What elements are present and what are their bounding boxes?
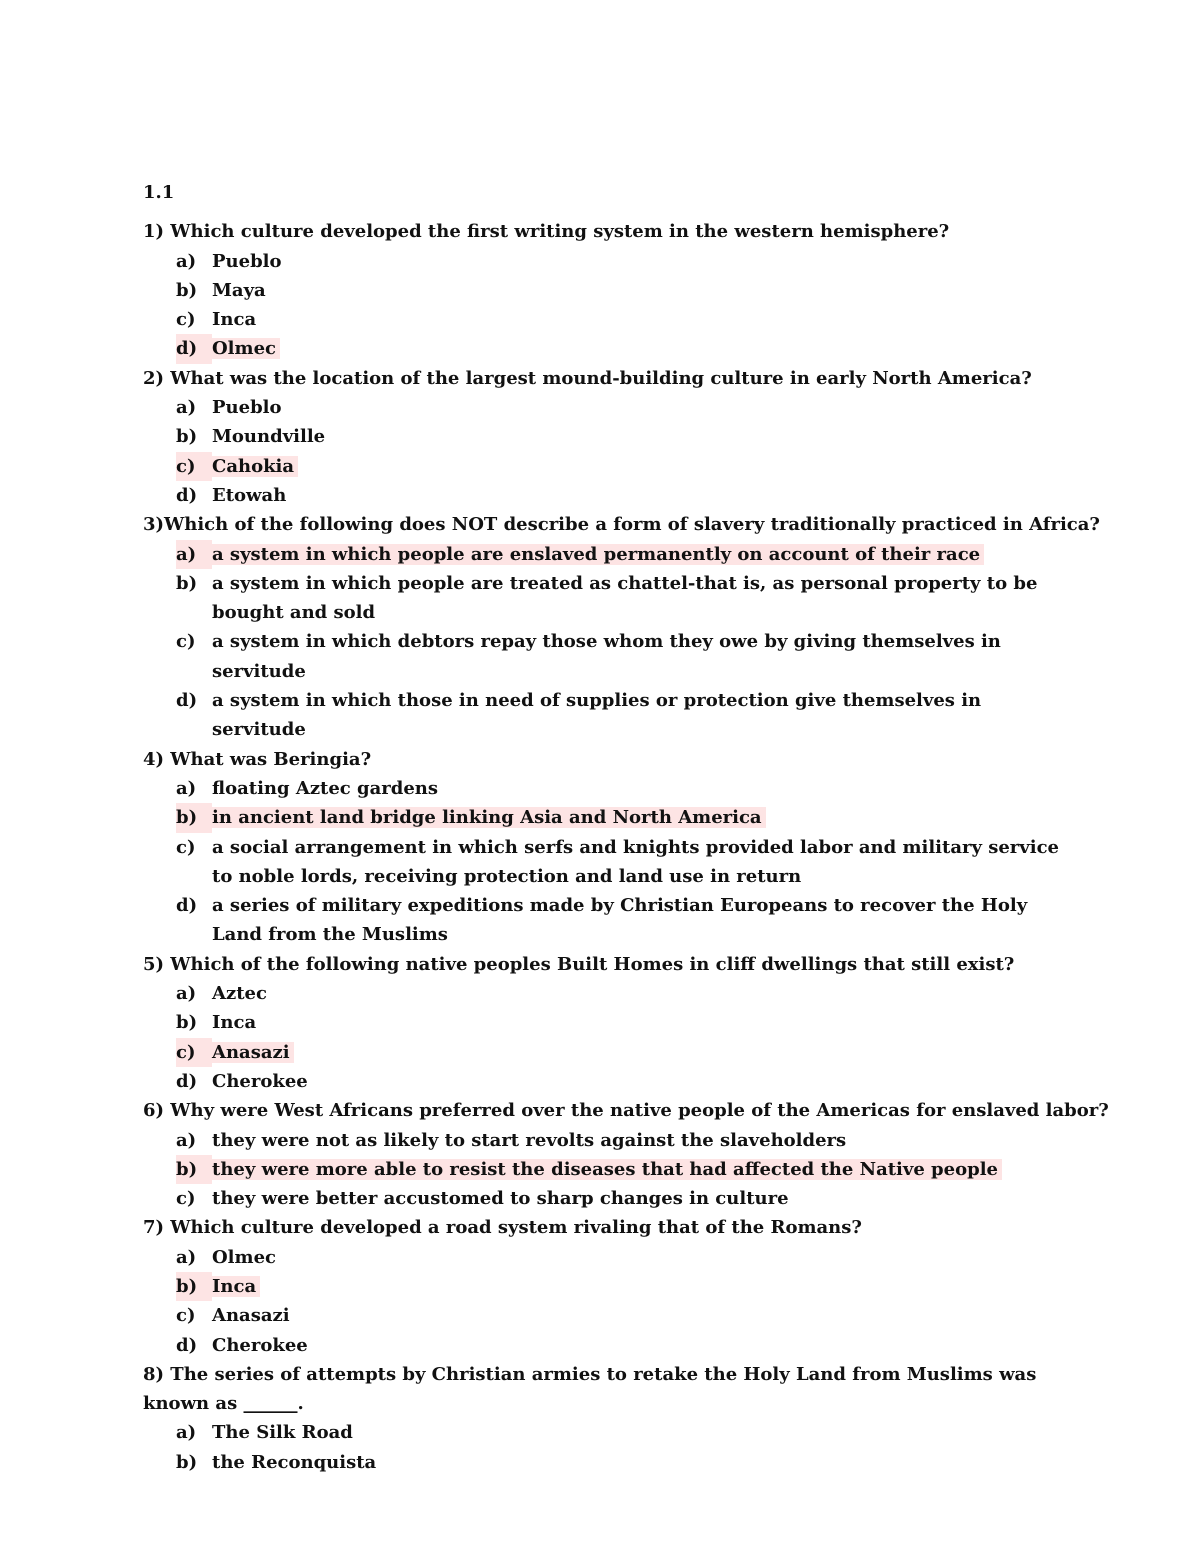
option-text: a system in which debtors repay those whom they owe by giving themselves in servitude xyxy=(212,631,1001,682)
option-letter: b) xyxy=(176,1012,198,1034)
option-letter: a) xyxy=(176,250,197,272)
option-letter: a) xyxy=(176,397,197,419)
answer-option xyxy=(176,422,1073,451)
question-text: 3)Which of the following does NOT describe a form of slavery traditionally practiced in Africa? xyxy=(143,514,1100,536)
option-text: they were more able to resist the diseases that had affected the Native people xyxy=(212,1159,1002,1180)
question-text: 7) Which culture developed a road system rivaling that of the Romans? xyxy=(143,1217,862,1239)
option-letter: d) xyxy=(176,1334,198,1356)
answer-option xyxy=(176,1418,1073,1447)
option-letter: d) xyxy=(176,895,198,917)
answer-option xyxy=(176,774,1073,803)
option-letter: b) xyxy=(176,279,198,301)
answer-option xyxy=(176,1448,1073,1477)
option-letter: c) xyxy=(176,1305,196,1327)
option-text: a series of military expeditions made by Christian Europeans to recover the Holy Land from the Muslims xyxy=(212,895,1028,946)
correct-answer-option xyxy=(176,1155,1073,1184)
option-text: they were better accustomed to sharp changes in culture xyxy=(212,1188,789,1210)
option-text: the Reconquista xyxy=(212,1451,377,1473)
section-heading: 1.1 xyxy=(143,182,175,203)
answer-options xyxy=(143,1418,1073,1477)
correct-answer-option xyxy=(176,803,1073,832)
answer-option xyxy=(176,979,1073,1008)
answer-options xyxy=(143,1243,1073,1360)
option-letter: c) xyxy=(176,631,196,653)
question-text: 6) Why were West Africans preferred over the native people of the Americas for enslaved labor? xyxy=(143,1100,1109,1122)
option-letter: a) xyxy=(176,540,212,569)
answer-option xyxy=(176,1243,1073,1272)
option-letter: b) xyxy=(176,1451,198,1473)
option-text: Cherokee xyxy=(212,1334,308,1356)
option-letter: b) xyxy=(176,426,198,448)
question-text: 2) What was the location of the largest mound-building culture in early North America? xyxy=(143,367,1032,389)
option-letter: d) xyxy=(176,334,212,363)
correct-answer-option xyxy=(176,540,1073,569)
answer-options xyxy=(143,1126,1073,1214)
option-text: a system in which people are enslaved permanently on account of their race xyxy=(212,544,984,565)
option-text: Inca xyxy=(212,1012,257,1034)
option-letter: c) xyxy=(176,1038,212,1067)
answer-option xyxy=(176,1331,1073,1360)
option-letter: d) xyxy=(176,484,198,506)
question-list xyxy=(143,217,1109,1477)
option-text: they were not as likely to start revolts against the slaveholders xyxy=(212,1129,847,1151)
option-text: a social arrangement in which serfs and knights provided labor and military service to noble lords, receiving protection and land use in return xyxy=(212,836,1059,887)
answer-option xyxy=(176,686,1073,745)
answer-option xyxy=(176,833,1073,892)
option-letter: d) xyxy=(176,690,198,712)
answer-option xyxy=(176,305,1073,334)
option-text: Inca xyxy=(212,309,257,331)
answer-option xyxy=(176,627,1073,686)
option-text: a system in which those in need of supplies or protection give themselves in servitude xyxy=(212,690,982,741)
answer-option xyxy=(176,1008,1073,1037)
option-text: in ancient land bridge linking Asia and North America xyxy=(212,807,766,828)
option-text: Olmec xyxy=(212,1246,276,1268)
answer-options xyxy=(143,979,1073,1096)
answer-option xyxy=(176,276,1073,305)
answer-option xyxy=(176,569,1073,628)
option-text: Inca xyxy=(212,1276,260,1297)
answer-options xyxy=(143,247,1073,364)
option-text: floating Aztec gardens xyxy=(212,777,439,799)
option-text: Anasazi xyxy=(212,1042,294,1063)
option-text: Cahokia xyxy=(212,456,298,477)
option-text: Etowah xyxy=(212,484,287,506)
option-letter: c) xyxy=(176,1188,196,1210)
option-letter: b) xyxy=(176,803,212,832)
option-text: The Silk Road xyxy=(212,1422,353,1444)
correct-answer-option xyxy=(176,452,1073,481)
answer-option xyxy=(176,247,1073,276)
option-text: Maya xyxy=(212,279,266,301)
document-page xyxy=(143,178,1109,1477)
option-letter: a) xyxy=(176,1422,197,1444)
option-letter: c) xyxy=(176,309,196,331)
option-text: Aztec xyxy=(212,983,267,1005)
option-letter: a) xyxy=(176,1246,197,1268)
question-text: 4) What was Beringia? xyxy=(143,748,372,770)
option-text: Pueblo xyxy=(212,250,282,272)
answer-option xyxy=(176,1184,1073,1213)
option-letter: a) xyxy=(176,777,197,799)
answer-option xyxy=(176,1301,1073,1330)
option-text: Moundville xyxy=(212,426,326,448)
option-text: Pueblo xyxy=(212,397,282,419)
option-letter: b) xyxy=(176,1272,212,1301)
answer-option xyxy=(176,891,1073,950)
option-letter: d) xyxy=(176,1070,198,1092)
option-letter: b) xyxy=(176,572,198,594)
option-letter: b) xyxy=(176,1155,212,1184)
answer-options xyxy=(143,393,1073,510)
answer-options xyxy=(143,540,1073,745)
answer-option xyxy=(176,481,1073,510)
option-letter: a) xyxy=(176,1129,197,1151)
correct-answer-option xyxy=(176,1272,1073,1301)
correct-answer-option xyxy=(176,334,1073,363)
answer-option xyxy=(176,393,1073,422)
question-text: 5) Which of the following native peoples Built Homes in cliff dwellings that still exist? xyxy=(143,953,1015,975)
question-text: 8) The series of attempts by Christian armies to retake the Holy Land from Muslims was known as ______. xyxy=(143,1363,1037,1415)
option-text: Olmec xyxy=(212,338,280,359)
option-text: Anasazi xyxy=(212,1305,290,1327)
question-text: 1) Which culture developed the first writing system in the western hemisphere? xyxy=(143,221,950,243)
option-letter: a) xyxy=(176,983,197,1005)
answer-option xyxy=(176,1126,1073,1155)
option-text: a system in which people are treated as chattel-that is, as personal property to be bought and sold xyxy=(212,572,1038,624)
correct-answer-option xyxy=(176,1038,1073,1067)
option-text: Cherokee xyxy=(212,1070,308,1092)
option-letter: c) xyxy=(176,836,196,858)
option-letter: c) xyxy=(176,452,212,481)
answer-options xyxy=(143,774,1073,950)
answer-option xyxy=(176,1067,1073,1096)
